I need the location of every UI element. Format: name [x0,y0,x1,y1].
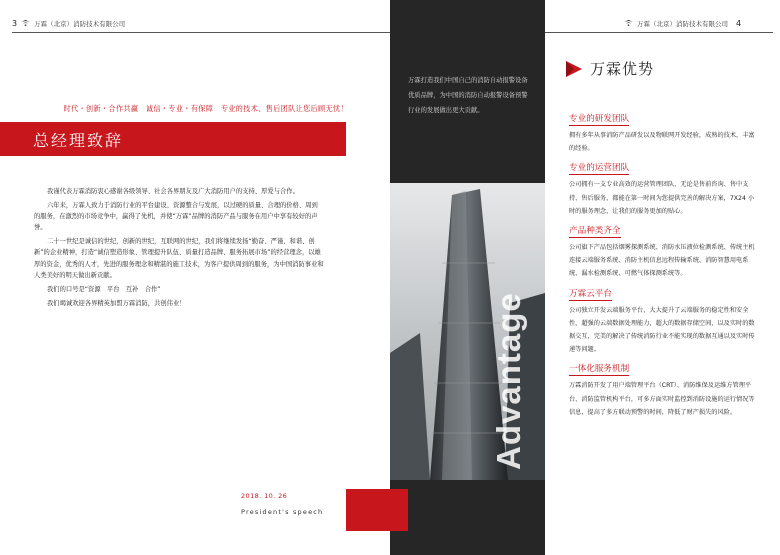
title-banner [0,122,346,156]
speech-date: 2018. 10. 26 [241,492,288,500]
advantage-section [569,155,759,218]
red-accent-block-right [390,489,408,531]
section-title: 产品种类齐全 [569,226,621,237]
section-text: 公司旗下产品包括烟雾探测系统、消防水压液位检测系统、传统主机连接云端服务系统、消防主机信息远程传输系统、消防智慧用电系统、漏水检测系统、可燃气体探测系统等。 [569,244,755,278]
advantage-sections [569,106,759,419]
paragraph: 我们的口号是“资源 平台 互补 合作” [47,285,161,293]
section-text: 公司拥有一支专业高效的运营管理团队，无论是售前咨询、售中支持、售后服务，都能在第一时间为您提供完善的解决方案，7X24 小时的服务理念，让我们的服务更加的贴心。 [569,181,755,215]
right-page-number: 4 [736,18,742,28]
paragraph: 二十一世纪是诚信的世纪，创新的世纪，互联网的世纪，我们将继续发扬“勤奋、严谨、和谐、创新”的企业精神，打造“诚信塑造形象、管理提升队伍、质量打造品牌、服务拓展市场”的经营理念，以雄厚的资金，优秀的人才，先进的服务理念和精湛的施工技术，为客户提供周到的服务，为中国消防事业和人类美好的明天做出新贡献。 [34,238,324,279]
advantage-section [569,106,759,155]
right-header-rule [545,32,773,33]
company-logo-icon [624,20,633,26]
dark-column-paragraph: 万霖打造我们中国自己的消防自动报警设备优质品牌，为中国的消防自动报警设备预警行业的发展做出更大贡献。 [408,77,528,114]
section-title: 万霖云平台 [569,288,612,299]
advantage-section [569,281,759,357]
advantage-section [569,356,759,419]
section-title: 专业的运营团队 [569,163,630,174]
left-page-number: 3 [12,18,18,28]
company-logo-icon [21,20,30,26]
section-title: 一体化服务机制 [569,364,630,375]
advantage-title: 万霖优势 [590,60,655,78]
left-header [12,17,125,29]
advantage-heading [566,58,654,79]
page-title: 总经理致辞 [33,131,124,150]
right-header-company: 万霖（北京）消防技术有限公司 [637,19,728,28]
section-text: 公司独立开发云端服务平台，大大提升了云端服务的稳定性和安全性，超强的云端数据处理能力，超大的数据存储空间，以及实时的数据交互，完美的解决了传统消防行业不能实现的数据互通以及实时传递等问题。 [569,306,755,354]
dark-column-text [408,73,530,118]
play-arrow-icon [566,61,582,77]
speech-body [34,186,324,312]
vertical-watermark-word: Advantage [490,292,527,470]
slogan: 时代・创新・合作共赢 诚信・专业・有保障 专业的技术、售后团队让您后顾无忧！ [63,104,348,113]
right-page [390,0,780,555]
red-accent-block [346,489,390,531]
section-title: 专业的研发团队 [569,114,630,124]
paragraph: 六年来，万霖人致力于消防行业的平台建设、资源整合与发展，以过硬的质量、合理的价格、周到的服务，在激烈的市场竞争中，赢得了先机，并使“万霖”品牌的消防产品与服务在用户中享有较好的声誉。 [34,202,318,232]
advantage-section [569,218,759,281]
left-header-company: 万霖（北京）消防技术有限公司 [34,19,126,28]
right-header [624,17,741,29]
dark-column [390,0,545,555]
section-text: 拥有多年从事消防产品研发以及物联网开发经验，成熟的技术，丰富的经验。 [569,132,755,153]
paragraph: 我谨代表万霖消防衷心感谢各级领导、社会各界朋友及广大消防用户的支持、厚爱与合作。 [47,188,299,195]
section-text: 万霖消防开发了用户端管理平台（CRT）、消防维保及运维方管理平台、消防监管机构平台，可多方面实时监控到消防设施的运行情况等信息，提高了多方联动预警的时间，降低了财产损失的风险。 [569,382,755,416]
left-header-rule [12,32,390,33]
paragraph: 我们竭诚欢迎各界精英加盟万霖消防，共创伟业！ [47,299,186,307]
speech-label: President's speech [241,508,324,516]
